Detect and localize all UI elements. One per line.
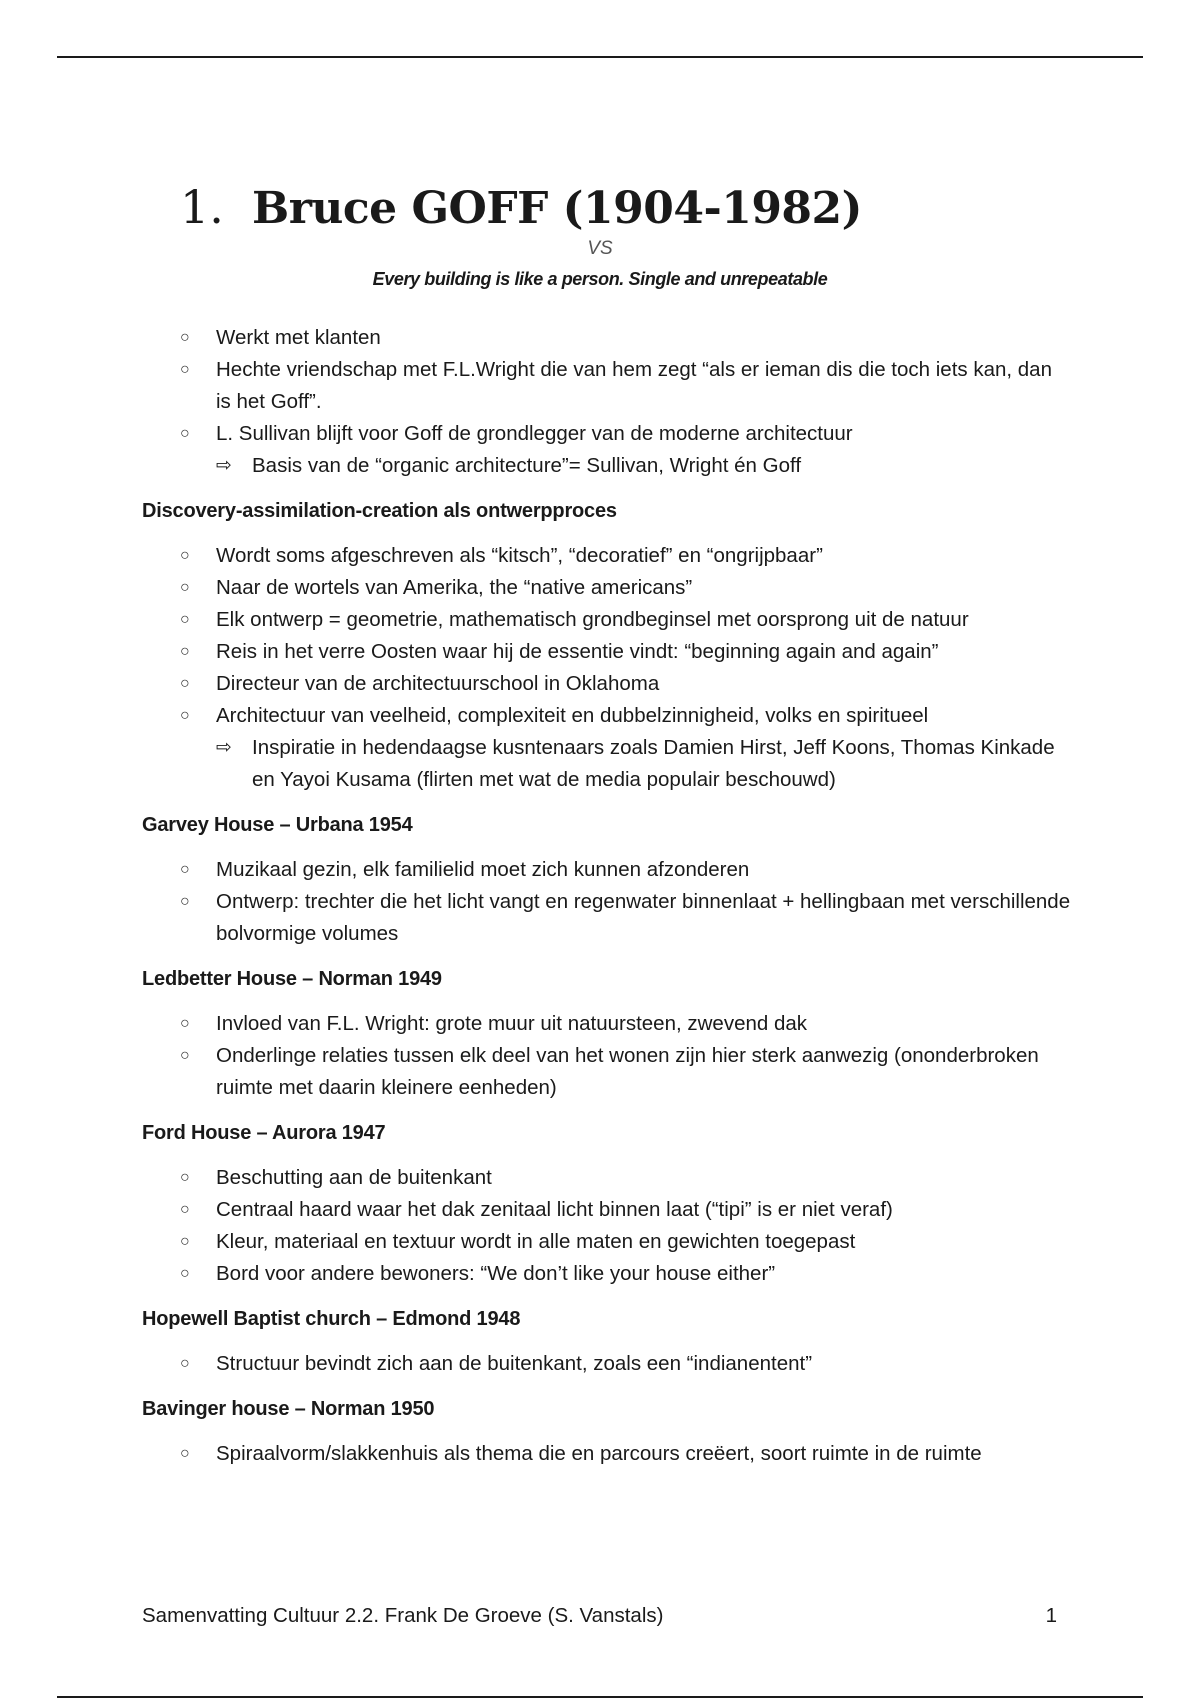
footer-text: Samenvatting Cultuur 2.2. Frank De Groeve (S. Vanstals) bbox=[142, 1604, 664, 1627]
circle-bullet-icon: ○ bbox=[180, 329, 190, 346]
circle-bullet-icon: ○ bbox=[180, 707, 190, 724]
circle-bullet-icon: ○ bbox=[180, 1355, 190, 1372]
list-item: ○ Muzikaal gezin, elk familielid moet zich kunnen afzonderen bbox=[142, 854, 1072, 886]
document-body bbox=[142, 322, 1072, 1470]
list-item: ○ Spiraalvorm/slakkenhuis als thema die en parcours creëert, soort ruimte in de ruimte bbox=[142, 1438, 1072, 1470]
circle-bullet-icon: ○ bbox=[180, 1169, 190, 1186]
list-item: ○ Hechte vriendschap met F.L.Wright die van hem zegt “als er ieman dis die toch iets kan, dan is het Goff”. bbox=[142, 354, 1072, 418]
circle-bullet-icon: ○ bbox=[180, 361, 190, 378]
title-text: Bruce GOFF (1904-1982) bbox=[252, 183, 862, 234]
list-item: ○ Ontwerp: trechter die het licht vangt en regenwater binnenlaat + hellingbaan met verschillende bolvormige volumes bbox=[142, 886, 1072, 950]
discovery-list bbox=[142, 540, 1072, 732]
circle-bullet-icon: ○ bbox=[180, 1233, 190, 1250]
motto: Every building is like a person. Single and unrepeatable bbox=[372, 269, 828, 289]
circle-bullet-icon: ○ bbox=[180, 1201, 190, 1218]
arrow-right-icon: ⇨ bbox=[216, 455, 232, 476]
subtitle: VS bbox=[587, 238, 613, 259]
circle-bullet-icon: ○ bbox=[180, 547, 190, 564]
section-heading: Hopewell Baptist church – Edmond 1948 bbox=[142, 1308, 521, 1330]
circle-bullet-icon: ○ bbox=[180, 1265, 190, 1282]
circle-bullet-icon: ○ bbox=[180, 611, 190, 628]
list-item: ○ Directeur van de architectuurschool in Oklahoma bbox=[142, 668, 1072, 700]
title-number: 1. bbox=[180, 180, 224, 234]
circle-bullet-icon: ○ bbox=[180, 425, 190, 442]
list-item: ○ Architectuur van veelheid, complexiteit en dubbelzinnigheid, volks en spiritueel bbox=[142, 700, 1072, 732]
section-heading: Ford House – Aurora 1947 bbox=[142, 1122, 386, 1144]
section-heading: Bavinger house – Norman 1950 bbox=[142, 1398, 435, 1420]
arrow-item: ⇨ Inspiratie in hedendaagse kusntenaars zoals Damien Hirst, Jeff Koons, Thomas Kinkade en Yayoi Kusama (flirten met wat de media populair beschouwd) bbox=[142, 732, 1072, 796]
list-item: ○ Structuur bevindt zich aan de buitenkant, zoals een “indianentent” bbox=[142, 1348, 1072, 1380]
list-item: ○ L. Sullivan blijft voor Goff de grondlegger van de moderne architectuur bbox=[142, 418, 1072, 450]
list-item: ○ Centraal haard waar het dak zenitaal licht binnen laat (“tipi” is er niet veraf) bbox=[142, 1194, 1072, 1226]
list-item: ○ Bord voor andere bewoners: “We don’t like your house either” bbox=[142, 1258, 1072, 1290]
list-item: ○ Elk ontwerp = geometrie, mathematisch grondbeginsel met oorsprong uit de natuur bbox=[142, 604, 1072, 636]
intro-list bbox=[142, 322, 1072, 450]
circle-bullet-icon: ○ bbox=[180, 675, 190, 692]
circle-bullet-icon: ○ bbox=[180, 1445, 190, 1462]
footer-rule bbox=[57, 1696, 1143, 1698]
arrow-item: ⇨ Basis van de “organic architecture”= Sullivan, Wright én Goff bbox=[142, 450, 1072, 482]
list-item: ○ Beschutting aan de buitenkant bbox=[142, 1162, 1072, 1194]
page-title bbox=[180, 180, 862, 240]
bavinger-list bbox=[142, 1438, 1072, 1470]
list-item: ○ Invloed van F.L. Wright: grote muur uit natuursteen, zwevend dak bbox=[142, 1008, 1072, 1040]
header-rule bbox=[57, 56, 1143, 58]
page-number: 1 bbox=[1045, 1604, 1057, 1627]
hopewell-list bbox=[142, 1348, 1072, 1380]
list-item: ○ Reis in het verre Oosten waar hij de essentie vindt: “beginning again and again” bbox=[142, 636, 1072, 668]
ledbetter-list bbox=[142, 1008, 1072, 1104]
circle-bullet-icon: ○ bbox=[180, 579, 190, 596]
section-heading: Garvey House – Urbana 1954 bbox=[142, 814, 413, 836]
garvey-list bbox=[142, 854, 1072, 950]
circle-bullet-icon: ○ bbox=[180, 643, 190, 660]
list-item: ○ Kleur, materiaal en textuur wordt in alle maten en gewichten toegepast bbox=[142, 1226, 1072, 1258]
circle-bullet-icon: ○ bbox=[180, 861, 190, 878]
section-heading: Ledbetter House – Norman 1949 bbox=[142, 968, 442, 990]
circle-bullet-icon: ○ bbox=[180, 1047, 190, 1064]
circle-bullet-icon: ○ bbox=[180, 893, 190, 910]
list-item: ○ Onderlinge relaties tussen elk deel van het wonen zijn hier sterk aanwezig (ononderbroken ruimte met daarin kleinere eenheden) bbox=[142, 1040, 1072, 1104]
ford-list bbox=[142, 1162, 1072, 1290]
list-item: ○ Wordt soms afgeschreven als “kitsch”, “decoratief” en “ongrijpbaar” bbox=[142, 540, 1072, 572]
page-footer bbox=[142, 1604, 1057, 1628]
list-item: ○ Werkt met klanten bbox=[142, 322, 1072, 354]
list-item: ○ Naar de wortels van Amerika, the “native americans” bbox=[142, 572, 1072, 604]
arrow-right-icon: ⇨ bbox=[216, 737, 232, 758]
section-heading: Discovery-assimilation-creation als ontwerpproces bbox=[142, 500, 617, 522]
circle-bullet-icon: ○ bbox=[180, 1015, 190, 1032]
